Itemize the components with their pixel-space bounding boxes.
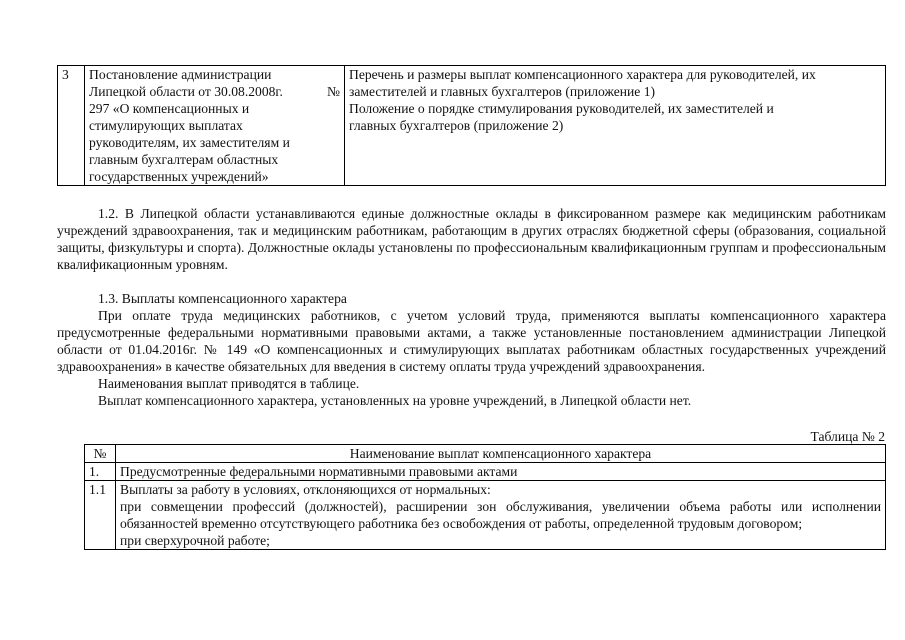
- header-number: №: [85, 445, 116, 463]
- document-reference-line: Постановление администрации: [89, 67, 272, 82]
- document-content-cell: Перечень и размеры выплат компенсационного характера для руководителей, их заместителей и главных бухгалтеров (приложение 1) Положение о порядке стимулирования руководителей, их заместителей и главных бухгалтеров (приложение 2): [345, 66, 886, 186]
- row-text-cell: [116, 481, 886, 550]
- paragraph-1-3: При оплате труда медицинских работников, с учетом условий труда, применяются выплаты компенсационного характера предусмотренные федеральными нормативными правовыми актами, а также установленные постановлением администрации Липецкой области от 01.04.2016г. № 149 «О компенсационных и стимулирующих выплатах работникам областных государственных учреждений здравоохранения» в качестве обязательных для введения в систему оплаты труда учреждений здравоохранения.: [57, 308, 886, 374]
- paragraph-1-2: 1.2. В Липецкой области устанавливаются единые должностные оклады в фиксированном размере как медицинским работникам учреждений здравоохранения, так и медицинским работникам, работающим в других отраслях бюджетной сферы (образования, социальной защиты, физкультуры и спорта). Должностные оклады установлены по профессиональным квалификационным группам и профессиональным квалификационным уровням.: [57, 206, 886, 272]
- table-row: [85, 463, 886, 481]
- row-text-line: Выплаты за работу в условиях, отклоняющихся от нормальных:: [120, 482, 491, 497]
- section-heading-1-3: 1.3. Выплаты компенсационного характера: [98, 291, 347, 306]
- document-date-text: Липецкой области от 30.08.2008г.: [89, 84, 283, 99]
- row-number: 1.: [85, 463, 116, 481]
- section-1-3: [57, 290, 886, 409]
- document-reference-cell: [85, 66, 345, 186]
- section-1-2: [57, 205, 886, 273]
- row-text-line: при сверхурочной работе;: [120, 533, 270, 548]
- compensation-payments-table: [84, 444, 886, 550]
- paragraph-table-intro: Наименования выплат приводятся в таблице.: [98, 376, 360, 391]
- number-sign-text: №: [327, 84, 340, 99]
- row-text: Предусмотренные федеральными нормативными правовыми актами: [116, 463, 886, 481]
- table-row: [85, 481, 886, 550]
- document-title-text: 297 «О компенсационных и стимулирующих выплатах руководителям, их заместителям и главным бухгалтерам областных государственных учреждений»: [89, 101, 290, 184]
- table-caption: Таблица № 2: [810, 429, 885, 444]
- header-name: Наименование выплат компенсационного характера: [116, 445, 886, 463]
- row-number: 3: [58, 66, 85, 186]
- document-reference-line: [89, 83, 340, 100]
- regulations-table: [57, 65, 886, 186]
- table-row: [58, 66, 886, 186]
- paragraph-no-local-payments: Выплат компенсационного характера, установленных на уровне учреждений, в Липецкой области нет.: [98, 393, 692, 408]
- table-header-row: [85, 445, 886, 463]
- row-text-line: при совмещении профессий (должностей), расширении зон обслуживания, увеличении объема работы или исполнении обязанностей временно отсутствующего работника без освобождения от работы, определенной трудовым договором;: [120, 499, 881, 531]
- row-number: 1.1: [85, 481, 116, 550]
